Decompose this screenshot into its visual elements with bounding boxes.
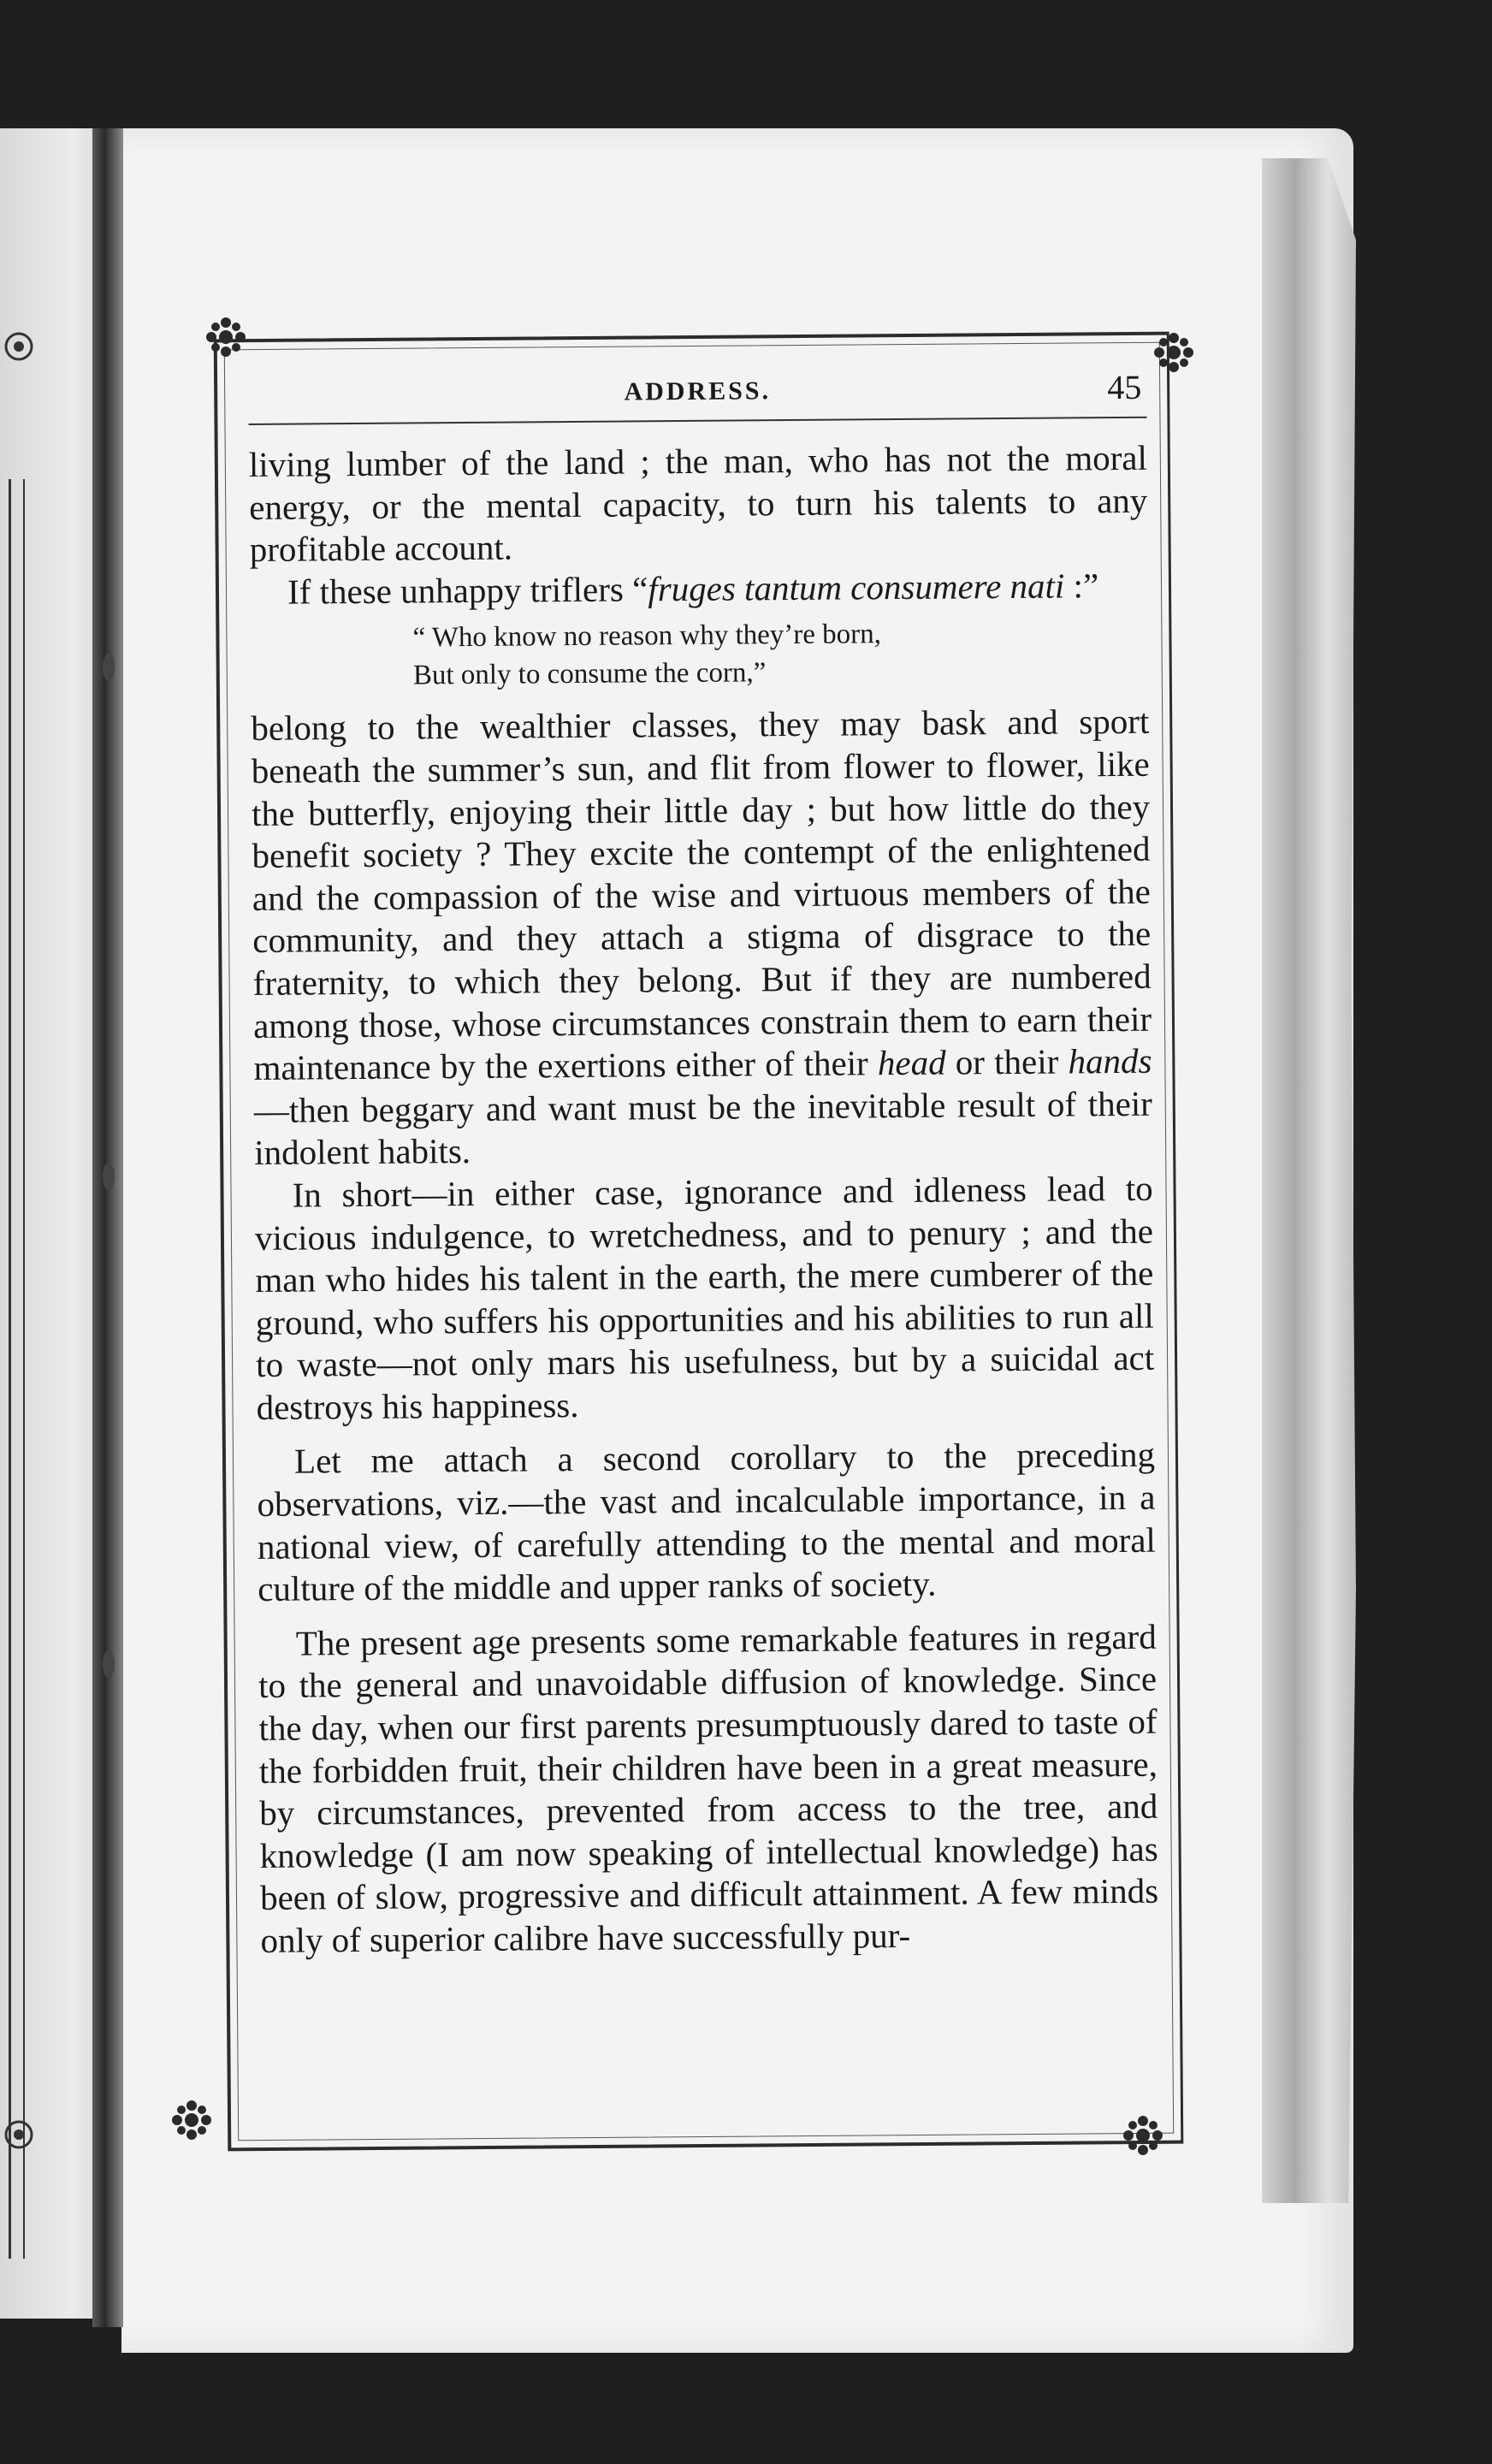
paragraph-2 [250,565,1148,614]
paragraph-1: living lumber of the land ; the man, who has not the moral energy, or the mental capacity, to turn his talents to any profitable account. [248,437,1148,570]
page-text-block [248,357,1159,1963]
paragraph-4: In short—in either case, ignorance and idleness lead to vicious indulgence, to wretchedness, and to penury ; and the man who hides his talent in the earth, the mere cumberer of the ground, who suffers his opportunities and his abilities to run all to waste—not only mars his usefulness, but by a suicidal act destroys his happiness. [254,1168,1155,1427]
stitch-icon [99,650,118,684]
paragraph-3 [251,701,1152,1175]
facing-rosette-top-icon [2,329,36,364]
emphasis-head: head [877,1042,946,1083]
paragraph-2-lead: If these unhappy triflers “ [287,569,648,612]
running-title: ADDRESS. [624,376,772,406]
rosette-top-left-icon [204,315,248,359]
paragraph-3-mid: or their [945,1041,1069,1082]
facing-rosette-bottom-icon [2,2118,36,2152]
rosette-bottom-left-icon [169,2098,214,2142]
page-edge-shadow [1262,158,1356,2203]
page-number: 45 [1107,367,1142,407]
paragraph-3-tail: —then beggary and want must be the inevitable result of their indolent habits. [253,1083,1153,1173]
paragraph-6: The present age presents some remarkable features in regard to the general and unavoidable diffusion of knowledge. Since the day, when our first parents presumptuously dared to taste of the forbidden fruit, their children have been in a great measure, by circumstances, prevented from access to the tree, and knowledge (I am now speaking of intellectual knowledge) has been of slow, progressive and difficult attainment. A few minds only of superior calibre have successfully pur- [258,1616,1159,1960]
paragraph-2-tail: :” [1064,565,1099,606]
verse-line-2: But only to consume the corn,” [412,657,767,691]
running-header [248,357,1147,425]
binding-gutter [92,128,123,2327]
stitch-icon [99,1647,118,1681]
rosette-bottom-right-icon [1121,2113,1165,2158]
facing-page-frame [9,479,25,2259]
rosette-top-right-icon [1152,330,1196,375]
paragraph-5: Let me attach a second corollary to the preceding observations, viz.—the vast and incalculable importance, in a national view, of carefully attending to the mental and moral culture of the middle and upper ranks of society. [257,1435,1157,1609]
stitch-icon [99,1159,118,1194]
verse-quote [412,613,1149,695]
emphasis-hands: hands [1068,1040,1152,1081]
paragraph-3-text: belong to the wealthier classes, they may bask and sport beneath the summer’s sun, and flit from flower to flower, like the butterfly, enjoying their little day ; but how little do they benefit society ? They excite the contempt of the enlightened and the compassion of the wise and virtuous members of the community, and they attach a stigma of disgrace to the fraternity, to which they belong. But if they are numbered among those, whose circumstances constrain them to earn their maintenance by the exertions either of their [251,702,1152,1088]
verse-line-1: “ Who know no reason why they’re born, [412,619,882,654]
latin-quote: fruges tantum consumere nati [648,566,1065,609]
